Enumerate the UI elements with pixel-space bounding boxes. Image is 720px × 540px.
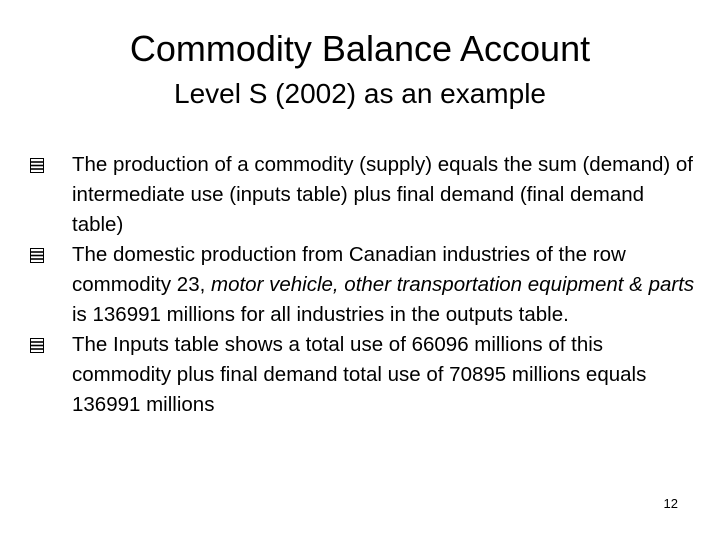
bullet-text-before: The domestic production from Canadian industries of the row commodity 23, — [72, 243, 626, 296]
bullet-text-after: is 136991 millions for all industries in the outputs table. — [72, 303, 569, 326]
bullet-text-italic-commodity: motor vehicle, other transportation equipment & parts — [211, 273, 695, 296]
bullet-text: The production of a commodity (supply) equals the sum (demand) of intermediate use (inputs table) plus final demand (final demand table) — [72, 153, 693, 236]
stacked-lines-bullet-icon — [30, 248, 44, 263]
bullet-text: The Inputs table shows a total use of 66096 millions of this commodity plus final demand total use of 70895 millions equals 136991 millions — [72, 333, 647, 416]
page-number: 12 — [663, 496, 678, 511]
bullet-item-domestic-production — [30, 240, 700, 330]
bullet-item-production — [30, 150, 700, 240]
slide-title: Commodity Balance Account — [129, 28, 591, 69]
slide-subtitle: Level S (2002) as an example — [174, 78, 546, 109]
stacked-lines-bullet-icon — [30, 338, 44, 353]
bullet-item-inputs-table — [30, 330, 700, 420]
stacked-lines-bullet-icon — [30, 158, 44, 173]
bullet-list — [30, 150, 700, 420]
